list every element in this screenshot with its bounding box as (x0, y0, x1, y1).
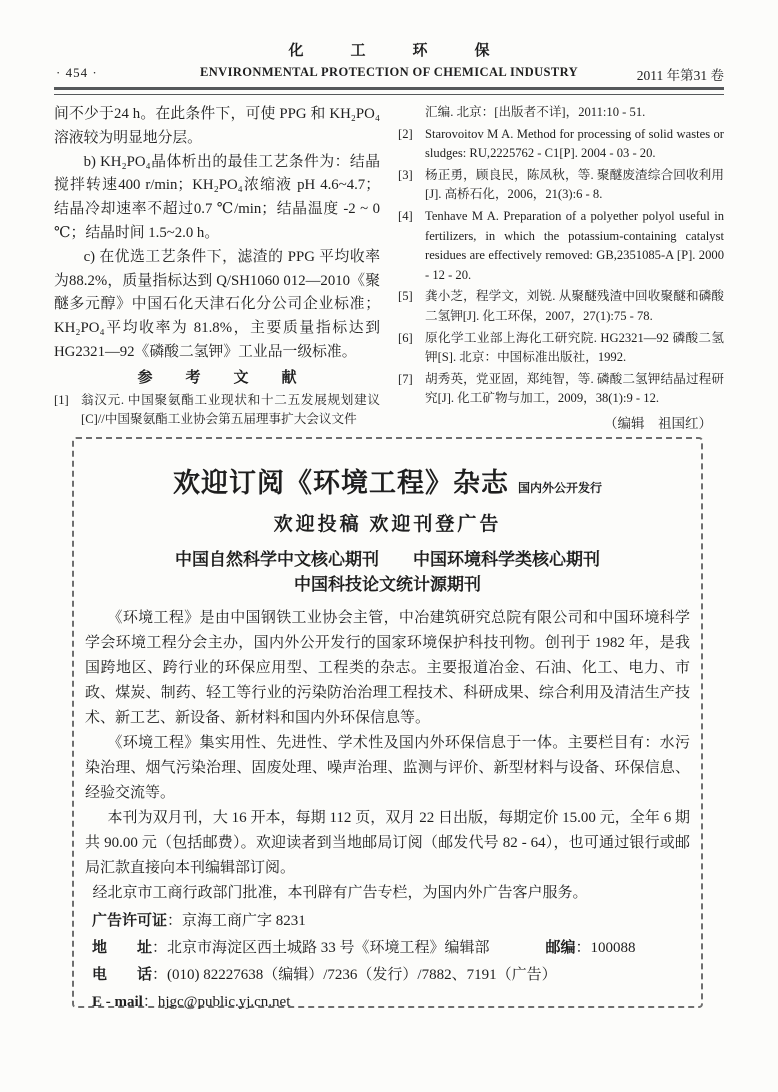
reference-text: Starovoitov M A. Method for processing of solid wastes or sludges: RU,2225762 - C1[P]. 2004 - 03 - 20. (425, 126, 724, 161)
ad-license-row (85, 908, 690, 935)
subscription-ad-box (72, 437, 703, 1008)
journal-title-cn: 化 工 环 保 (288, 43, 506, 59)
page-header (54, 42, 724, 95)
ad-email-row (85, 989, 690, 1016)
reference-label: [5] (398, 289, 413, 304)
ad-address-label: 地 址 (92, 940, 153, 956)
reference-label: [3] (398, 167, 413, 182)
ad-paragraph: 本刊为双月刊，大 16 开本，每期 112 页，双月 22 日出版，每期定价 15.00 元，全年 6 期共 90.00 元（包括邮费）。欢迎读者到当地邮局订阅（邮发代号 82 - 64），也可通过银行或邮局汇款直接向本刊编辑部订阅。 (85, 810, 690, 876)
header-divider (54, 87, 724, 95)
reference-text: Tenhave M A. Preparation of a polyether polyol useful in fertilizers, in which the potassium-containing catalyst residues are effectively removed: GB,2351085-A [P]. 2000 - 12 - 20. (425, 208, 724, 282)
reference-text: 杨正勇，顾良民，陈凤秋，等. 聚醚废渣综合回收利用[J]. 高桥石化，2006，21(3):6 - 8. (425, 167, 724, 202)
reference-item (398, 125, 724, 164)
reference-item (398, 166, 724, 205)
ad-email-value: ：hjgc@public.yj.cn.net (142, 994, 291, 1010)
reference-text: 原化学工业部上海化工研究院. HG2321—92 磷酸二氢钾[S]. 北京：中国标准出版社，1992. (425, 330, 724, 365)
ad-license-label: 广告许可证 (92, 913, 168, 929)
ad-paragraph: 《环境工程》集实用性、先进性、学术性及国内外环保信息于一体。主要栏目有：水污染治理、烟气污染治理、固废处理、噪声治理、监测与评价、新型材料与设备、环保信息、经验交流等。 (85, 735, 690, 801)
ad-address-value: ：北京市海淀区西土城路 33 号《环境工程》编辑部 (152, 940, 490, 956)
reference-item (398, 370, 724, 409)
ad-phone-label: 电 话 (92, 967, 153, 983)
ad-subtitle: 欢迎投稿 欢迎刊登广告 (273, 514, 502, 535)
paragraph: b) KH₂PO₄晶体析出的最佳工艺条件为：结晶搅拌转速400 r/min；KH₂PO₄浓缩液 pH 4.6~4.7；结晶冷却速率不超过0.7 ℃/min；结晶温度 -2 ~ 0 ℃；结晶时间 1.5~2.0 h。 (54, 153, 380, 241)
ad-postcode-label: 邮编 (545, 940, 576, 956)
reference-text: 胡秀英，党亚固，郑纯智，等. 磷酸二氢钾结晶过程研究[J]. 化工矿物与加工，2009，38(1):9 - 12. (425, 371, 724, 406)
ad-address-row (85, 935, 690, 962)
reference-item (398, 207, 724, 285)
ad-honor-line-2: 中国科技论文统计源期刊 (294, 575, 481, 594)
page-number: · 454 · (56, 65, 98, 80)
reference-label: [2] (398, 126, 413, 141)
ad-honor-line-1: 中国自然科学中文核心期刊 中国环境科学类核心期刊 (175, 550, 600, 569)
editor-note: （编辑 祖国红） (604, 415, 712, 431)
reference-continuation: 汇编. 北京：[出版者不详]，2011:10 - 51. (425, 105, 646, 119)
ad-paragraph: 《环境工程》是由中国钢铁工业协会主管，中冶建筑研究总院有限公司和中国环境科学学会环境工程分会主办，国内外公开发行的国家环境保护科技刊物。创刊于 1982 年，是我国跨地区、跨行业的环保应用型、工程类的杂志。主要报道冶金、石油、化工、电力、市政、煤炭、制药、轻工等行业的污染防治治理工程技术、科研成果、综合利用及清洁生产技术、新工艺、新设备、新材料和国内外环保信息等。 (85, 610, 690, 726)
references-heading: 参 考 文 献 (137, 369, 306, 386)
reference-label: [6] (398, 330, 413, 345)
ad-postcode-value: ：100088 (575, 940, 636, 956)
ad-paragraph: 经北京市工商行政部门批准，本刊辟有广告专栏，为国内外广告客户服务。 (92, 885, 588, 901)
reference-item (54, 391, 380, 430)
left-column (54, 103, 380, 432)
reference-text: 翁汉元. 中国聚氨酯工业现状和十二五发展规划建议[C]//中国聚氨酯工业协会第五届理事扩大会议文件 (81, 392, 380, 427)
reference-text: 龚小芝，程学文，刘锐. 从聚醚残渣中回收聚醚和磷酸二氢钾[J]. 化工环保，2007，27(1):75 - 78. (425, 289, 724, 323)
article-body (54, 103, 724, 432)
journal-title-en: ENVIRONMENTAL PROTECTION OF CHEMICAL INDUSTRY (199, 65, 578, 79)
reference-label: [7] (398, 371, 413, 386)
reference-item (398, 287, 724, 326)
ad-title-note: 国内外公开发行 (517, 481, 602, 495)
reference-label: [1] (54, 392, 69, 407)
ad-title: 欢迎订阅《环境工程》杂志 (172, 468, 509, 498)
reference-label: [4] (398, 208, 413, 223)
paragraph: c) 在优选工艺条件下，滤渣的 PPG 平均收率为88.2%，质量指标达到 Q/SH1060 012—2010《聚醚多元醇》中国石化天津石化分公司企业标准；KH₂PO₄平均收率为 81.8%，主要质量指标达到HG2321—92《磷酸二氢钾》工业品一级标准。 (54, 248, 380, 360)
ad-email-label: E - mail (92, 994, 143, 1010)
ad-phone-row (85, 962, 690, 989)
reference-item (398, 329, 724, 368)
ad-phone-value: ：(010) 82227638（编辑）/7236（发行）/7882、7191（广告） (152, 967, 557, 983)
right-column (398, 103, 724, 432)
paragraph: 间不少于24 h。在此条件下，可使 PPG 和 KH₂PO₄溶液较为明显地分层。 (54, 106, 380, 146)
issue-label: 2011 年第31 卷 (636, 68, 724, 83)
ad-contact-info (85, 908, 690, 1016)
ad-license-value: ：京海工商广字 8231 (167, 913, 306, 929)
ad-paragraphs (85, 606, 690, 906)
